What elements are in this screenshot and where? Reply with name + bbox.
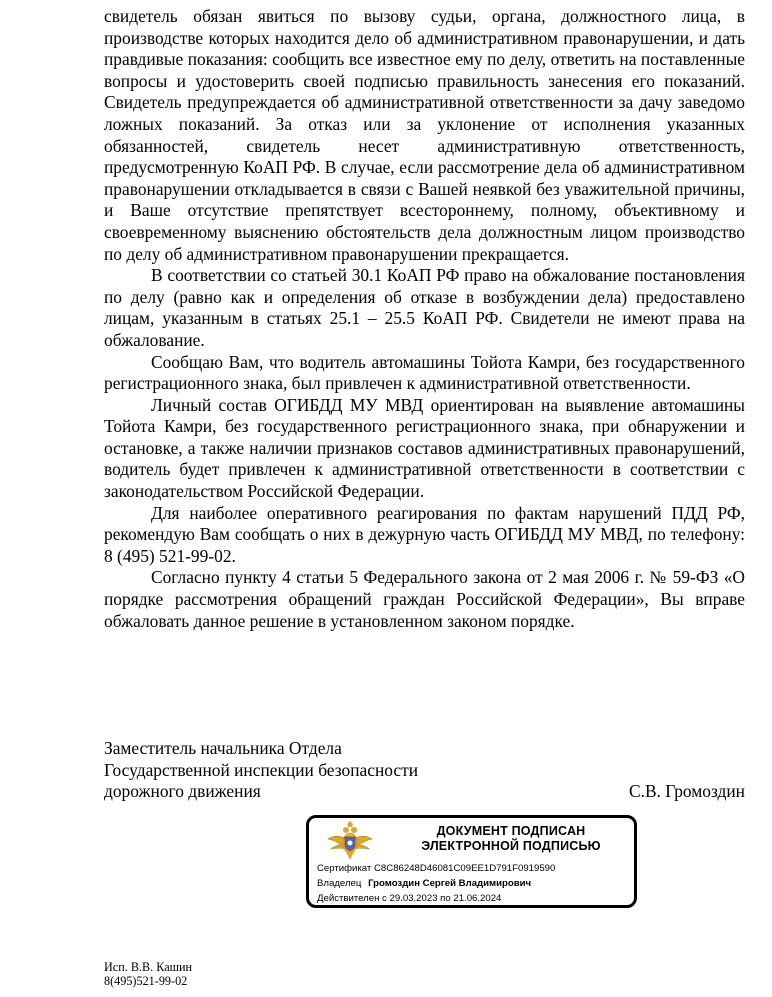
signer-name: С.В. Громоздин <box>629 781 745 802</box>
executor-info <box>104 960 192 988</box>
paragraph-personnel-oriented: Личный состав ОГИБДД МУ МВД ориентирован на выявление автомашины Тойота Камри, без государственного регистрационного знака, при обнаружении и остановке, а также наличии признаков составов административных правонарушений, водитель будет привлечен к административной ответственности в соответствии с законодательством Российской Федерации. <box>104 394 745 502</box>
signer-position-line-3: дорожного движения <box>104 781 261 802</box>
executor-phone: 8(495)521-99-02 <box>104 974 188 988</box>
owner-value: Громоздин Сергей Владимирович <box>368 878 532 889</box>
paragraph-appeal-rights: В соответствии со статьей 30.1 КоАП РФ право на обжалование постановления по делу (равно как и определения об отказе в возбуждении дела) предоставлено лицам, указанным в статьях 25.1 – 25.5 КоАП РФ. Свидетели не имеют права на обжалование. <box>104 265 745 350</box>
electronic-signature-stamp <box>306 815 637 908</box>
paragraph-witness-duties: свидетель обязан явиться по вызову судьи, органа, должностного лица, в производстве которых находится дело об административном правонарушении, и дать правдивые показания: сообщить все известное ему по делу, ответить на поставленные вопросы и удостоверить своей подписью правильность занесения его показаний. Свидетель предупреждается об административной ответственности за дачу заведомо ложных показаний. За отказ или за уклонение от исполнения указанных обязанностей, свидетель несет административную ответственность, предусмотренную КоАП РФ. В случае, если рассмотрение дела об административном правонарушении откладывается в связи с Вашей неявкой без уважительной причины, и Ваше отсутствие препятствует всестороннему, полному, объективному и своевременному выяснению обстоятельств дела должностным лицом производство по делу об административном правонарушении прекращается. <box>104 6 745 264</box>
stamp-owner-row <box>317 878 531 890</box>
certificate-value: C8C86248D46081C09EE1D791F0919590 <box>374 863 556 874</box>
certificate-label: Сертификат <box>317 863 372 874</box>
signer-line <box>104 781 745 803</box>
stamp-title-line-2: ЭЛЕКТРОННОЙ ПОДПИСЬЮ <box>421 839 601 853</box>
owner-label: Владелец <box>317 878 362 889</box>
stamp-validity-row: Действителен с 29.03.2023 по 21.06.2024 <box>317 893 502 904</box>
signature-block <box>104 738 745 803</box>
executor-name: Исп. В.В. Кашин <box>104 960 193 974</box>
letter-body <box>104 6 745 632</box>
stamp-title-line-1: ДОКУМЕНТ ПОДПИСАН <box>436 824 586 838</box>
paragraph-driver-prosecuted: Сообщаю Вам, что водитель автомашины Тойота Камри, без государственного регистрационного знака, был привлечен к административной ответственности. <box>104 351 745 394</box>
signer-position-line-1: Заместитель начальника Отдела <box>104 738 342 758</box>
mvd-eagle-emblem-icon <box>327 821 373 861</box>
signer-position-line-2: Государственной инспекции безопасности <box>104 759 419 780</box>
stamp-title <box>391 824 631 854</box>
stamp-certificate-row <box>317 863 555 875</box>
paragraph-report-violations: Для наиболее оперативного реагирования по фактам нарушений ПДД РФ, рекомендую Вам сообщать о них в дежурную часть ОГИБДД МУ МВД, по телефону: 8 (495) 521-99-02. <box>104 502 745 566</box>
paragraph-appeal-procedure: Согласно пункту 4 статьи 5 Федерального закона от 2 мая 2006 г. № 59-ФЗ «О порядке рассмотрения обращений граждан Российской Федерации», Вы вправе обжаловать данное решение в установленном законом порядке. <box>104 567 745 631</box>
